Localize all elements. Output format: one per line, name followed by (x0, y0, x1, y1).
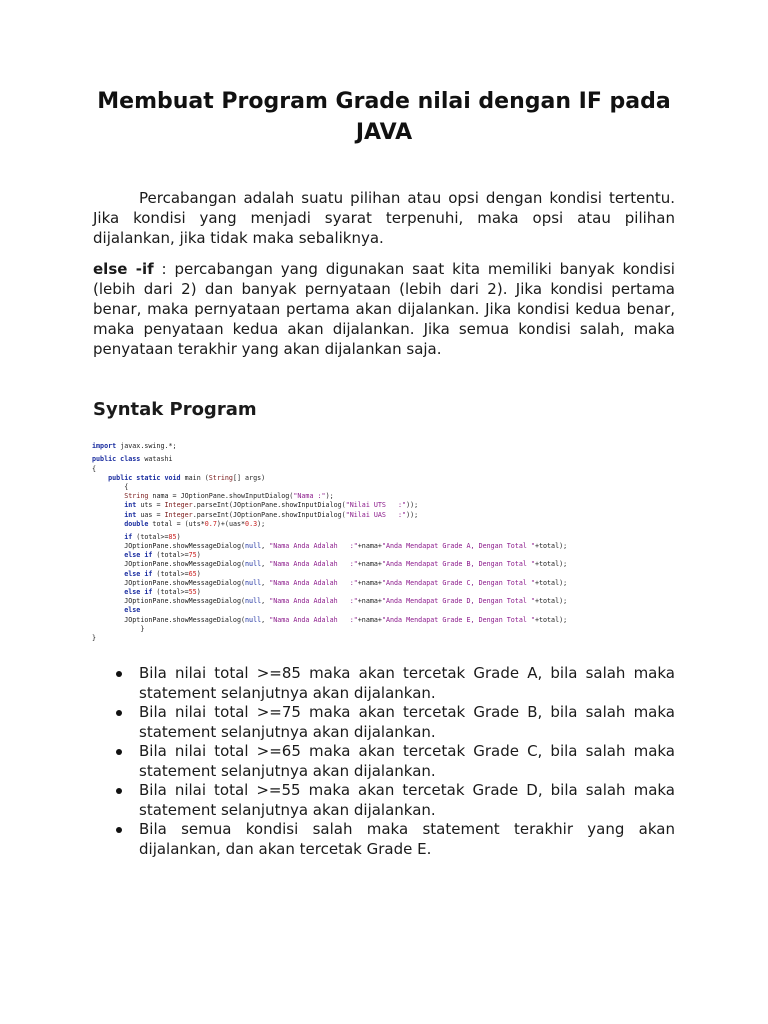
code-line: int uts = Integer.parseInt(JOptionPane.showInputDialog("Nilai UTS :")); (124, 501, 419, 510)
code-line: else if (total>=65) (124, 569, 201, 578)
code-line: JOptionPane.showMessageDialog(null, "Nama Anda Adalah :"+nama+"Anda Mendapat Grade B, Dengan Total "+total); (124, 560, 568, 569)
code-line: import javax.swing.*; (92, 442, 177, 451)
code-line: String nama = JOptionPane.showInputDialog("Nama :"); (124, 492, 334, 501)
code-line: } (140, 624, 145, 633)
list-item: Bila nilai total >=65 maka akan tercetak Grade C, bila salah maka statement selanjutnya akan dijalankan. (116, 742, 675, 781)
list-item: Bila nilai total >=85 maka akan tercetak Grade A, bila salah maka statement selanjutnya akan dijalankan. (116, 664, 675, 703)
bullet-icon (116, 671, 122, 677)
else-if-paragraph (93, 259, 675, 359)
code-line: public static void main (String[] args) (108, 473, 266, 482)
code-line: { (92, 464, 97, 473)
code-line: JOptionPane.showMessageDialog(null, "Nama Anda Adalah :"+nama+"Anda Mendapat Grade C, Dengan Total "+total); (124, 578, 568, 587)
else-if-description: : percabangan yang digunakan saat kita memiliki banyak kondisi (lebih dari 2) dan banyak pernyataan (lebih dari 2). Jika kondisi pertama benar, maka pernyataan pertama akan dijalankan. Jika kondisi kedua benar, maka penyataan kedua akan dijalankan. Jika semua kondisi salah, maka penyataan terakhir yang akan dijalankan saja. (93, 260, 675, 358)
bullet-icon (116, 749, 122, 755)
code-screenshot (92, 433, 658, 643)
section-heading: Syntak Program (93, 399, 257, 420)
code-line: else (124, 606, 141, 615)
code-line: if (total>=85) (124, 532, 181, 541)
intro-paragraph: Percabangan adalah suatu pilihan atau opsi dengan kondisi tertentu. Jika kondisi yang menjadi syarat terpenuhi, maka opsi atau pilihan dijalankan, jika tidak maka sebaliknya. (93, 189, 675, 247)
code-line: int uas = Integer.parseInt(JOptionPane.showInputDialog("Nilai UAS :")); (124, 510, 419, 519)
code-line: else if (total>=55) (124, 588, 201, 597)
bullet-icon (116, 788, 122, 794)
code-line: } (92, 633, 97, 642)
code-line: public class watashi (92, 455, 173, 464)
list-item: Bila nilai total >=75 maka akan tercetak Grade B, bila salah maka statement selanjutnya akan dijalankan. (116, 703, 675, 742)
code-line: double total = (uts*0.7)+(uas*0.3); (124, 519, 266, 528)
bullet-list (116, 664, 675, 859)
code-line: { (124, 482, 129, 491)
list-item: Bila semua kondisi salah maka statement terakhir yang akan dijalankan, dan akan tercetak Grade E. (116, 820, 675, 859)
list-item: Bila nilai total >=55 maka akan tercetak Grade D, bila salah maka statement selanjutnya akan dijalankan. (116, 781, 675, 820)
code-line: JOptionPane.showMessageDialog(null, "Nama Anda Adalah :"+nama+"Anda Mendapat Grade A, Dengan Total "+total); (124, 542, 568, 551)
code-line: JOptionPane.showMessageDialog(null, "Nama Anda Adalah :"+nama+"Anda Mendapat Grade D, Dengan Total "+total); (124, 597, 568, 606)
bullet-icon (116, 827, 122, 833)
bullet-icon (116, 710, 122, 716)
code-line: else if (total>=75) (124, 551, 201, 560)
code-line: JOptionPane.showMessageDialog(null, "Nama Anda Adalah :"+nama+"Anda Mendapat Grade E, Dengan Total "+total); (124, 615, 568, 624)
page-title: Membuat Program Grade nilai dengan IF pada JAVA (97, 89, 671, 145)
else-if-keyword: else -if (93, 260, 154, 278)
